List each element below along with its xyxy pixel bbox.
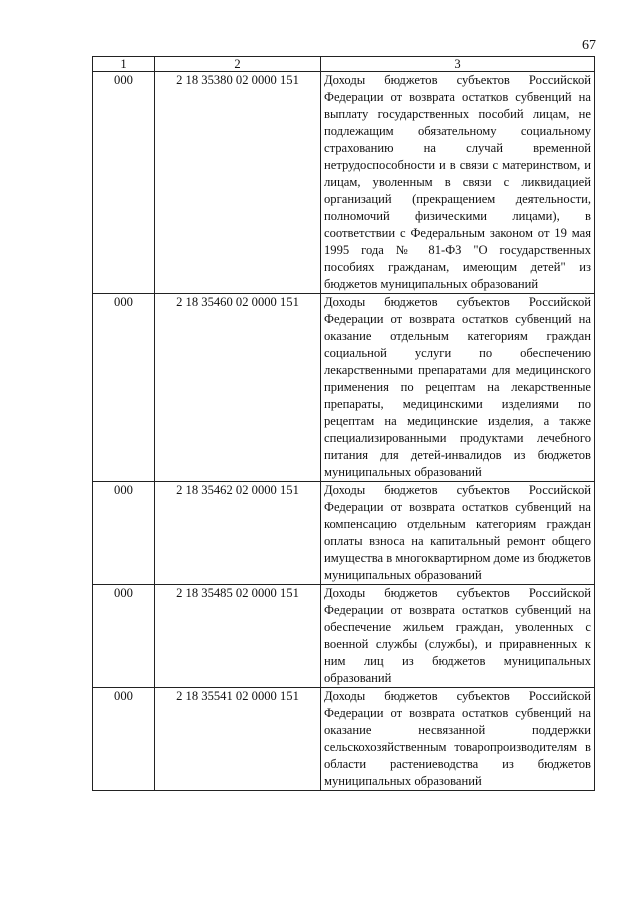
description-cell: Доходы бюджетов субъектов Российской Федерации от возврата остатков субвенций на оказание несвязанной поддержки сельскохозяйственным товаропроизводителям в области растениеводства из бюджетов муниципальных образований — [321, 688, 595, 791]
kbk-code-cell: 2 18 35380 02 0000 151 — [155, 72, 321, 294]
table-row — [93, 482, 595, 585]
budget-revenue-table — [92, 56, 595, 791]
table-row — [93, 688, 595, 791]
admin-code-cell: 000 — [93, 482, 155, 585]
column-header-2: 2 — [155, 57, 321, 72]
kbk-code-cell: 2 18 35541 02 0000 151 — [155, 688, 321, 791]
page-number: 67 — [582, 38, 596, 53]
table-row — [93, 72, 595, 294]
column-header-1: 1 — [93, 57, 155, 72]
admin-code-cell: 000 — [93, 688, 155, 791]
admin-code-cell: 000 — [93, 585, 155, 688]
admin-code-cell: 000 — [93, 294, 155, 482]
column-header-3: 3 — [321, 57, 595, 72]
kbk-code-cell: 2 18 35485 02 0000 151 — [155, 585, 321, 688]
kbk-code-cell: 2 18 35460 02 0000 151 — [155, 294, 321, 482]
description-cell: Доходы бюджетов субъектов Российской Федерации от возврата остатков субвенций на обеспечение жильем граждан, уволенных с военной службы (службы), и приравненных к ним лиц из бюджетов муниципальных образований — [321, 585, 595, 688]
kbk-code-cell: 2 18 35462 02 0000 151 — [155, 482, 321, 585]
description-cell: Доходы бюджетов субъектов Российской Федерации от возврата остатков субвенций на выплату государственных пособий лицам, не подлежащим обязательному социальному страхованию на случай временной нетрудоспособности и в связи с материнством, и лицам, уволенным в связи с ликвидацией организаций (прекращением деятельности, полномочий физическими лицами), в соответствии с Федеральным законом от 19 мая 1995 года № 81-ФЗ "О государственных пособиях гражданам, имеющим детей" из бюджетов муниципальных образований — [321, 72, 595, 294]
table-row — [93, 294, 595, 482]
table-row — [93, 585, 595, 688]
table-header-row — [93, 57, 595, 72]
description-cell: Доходы бюджетов субъектов Российской Федерации от возврата остатков субвенций на оказание отдельным категориям граждан социальной услуги по обеспечению лекарственными препаратами для медицинского применения по рецептам на лекарственные препараты, медицинскими изделиями по рецептам на медицинские изделия, а также специализированными продуктами лечебного питания для детей-инвалидов из бюджетов муниципальных образований — [321, 294, 595, 482]
admin-code-cell: 000 — [93, 72, 155, 294]
description-cell: Доходы бюджетов субъектов Российской Федерации от возврата остатков субвенций на компенсацию отдельным категориям граждан оплаты взноса на капитальный ремонт общего имущества в многоквартирном доме из бюджетов муниципальных образований — [321, 482, 595, 585]
